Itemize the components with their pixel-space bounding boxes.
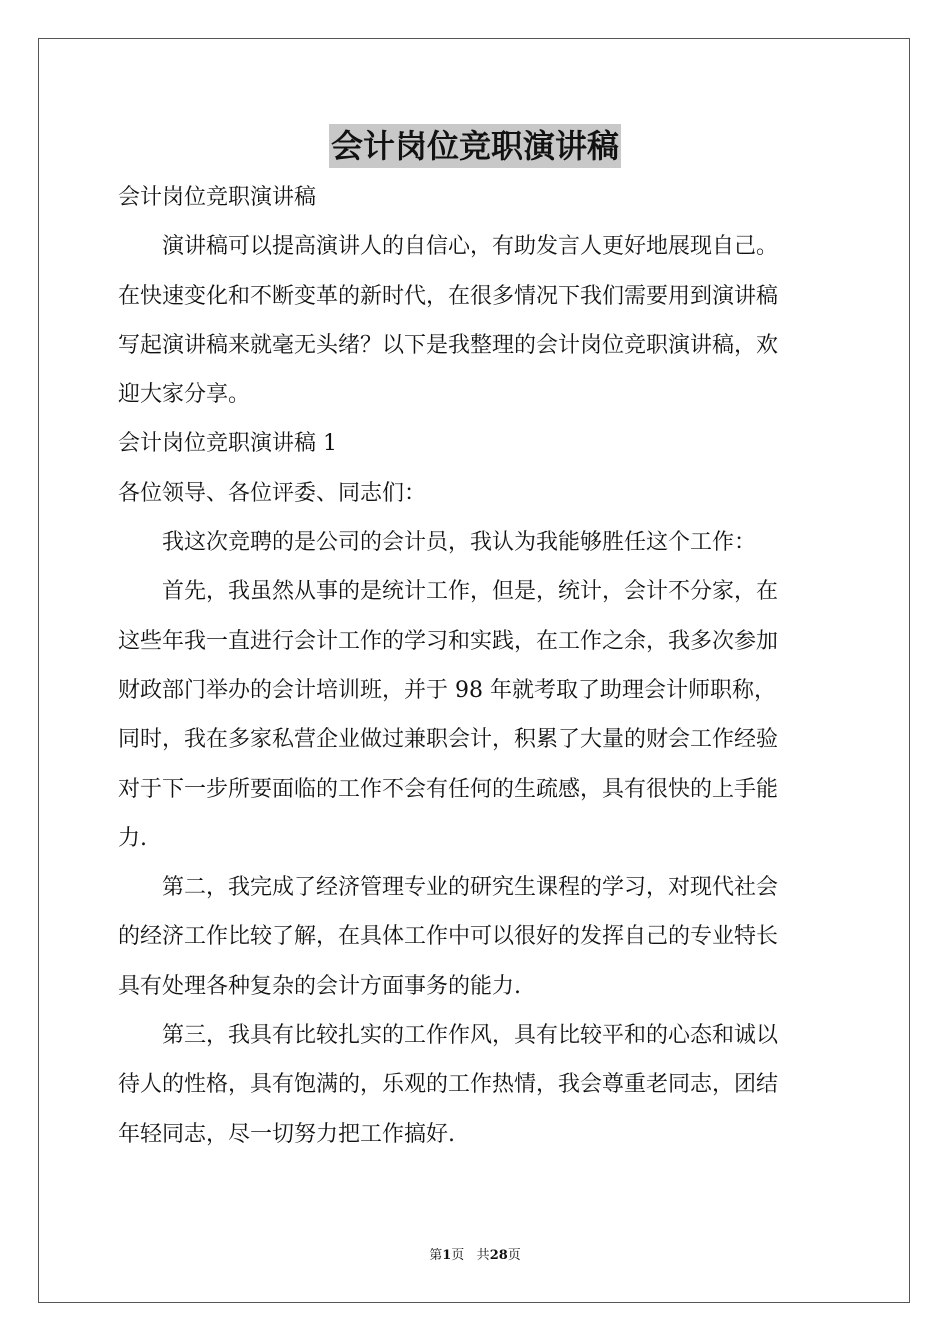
- text-line: 在快速变化和不断变革的新时代，在很多情况下我们需要用到演讲稿: [118, 283, 779, 309]
- title-wrap: [0, 124, 950, 168]
- text-line: 写起演讲稿来就毫无头绪？以下是我整理的会计岗位竞职演讲稿，欢: [118, 332, 779, 358]
- document-body: [118, 173, 838, 1159]
- text-line: 会计岗位竞职演讲稿 1: [118, 431, 337, 457]
- text-line: 首先，我虽然从事的是统计工作，但是，统计，会计不分家，在: [162, 579, 779, 605]
- text-line: 第二，我完成了经济管理专业的研究生课程的学习，对现代社会: [162, 875, 779, 901]
- text-line: 年轻同志，尽一切努力把工作搞好.: [118, 1121, 455, 1147]
- text-line: 演讲稿可以提高演讲人的自信心，有助发言人更好地展现自己。: [162, 234, 779, 260]
- text-line: 这些年我一直进行会计工作的学习和实践，在工作之余，我多次参加: [118, 628, 779, 654]
- text-line: 迎大家分享。: [118, 382, 251, 408]
- text-line: 对于下一步所要面临的工作不会有任何的生疏感，具有很快的上手能: [118, 776, 779, 802]
- footer-total-suffix: 页: [507, 1248, 521, 1263]
- text-line: 力.: [118, 825, 147, 851]
- text-line: 待人的性格，具有饱满的，乐观的工作热情，我会尊重老同志，团结: [118, 1072, 779, 1098]
- text-line: 同时，我在多家私营企业做过兼职会计，积累了大量的财会工作经验: [118, 727, 779, 753]
- text-line: 会计岗位竞职演讲稿: [118, 185, 317, 210]
- text-line: 第三，我具有比较扎实的工作作风，具有比较平和的心态和诚以: [162, 1023, 779, 1049]
- footer-page-suffix: 页: [451, 1248, 465, 1263]
- text-line: 各位领导、各位评委、同志们：: [118, 480, 427, 506]
- text-line: 我这次竞聘的是公司的会计员，我认为我能够胜任这个工作：: [162, 530, 757, 556]
- text-line: 具有处理各种复杂的会计方面事务的能力.: [118, 973, 521, 999]
- page-footer: [0, 1247, 950, 1265]
- footer-page-prefix: 第: [429, 1248, 443, 1263]
- document-title: 会计岗位竞职演讲稿: [329, 124, 621, 168]
- footer-total-pages: 28: [489, 1248, 508, 1263]
- text-line: 财政部门举办的会计培训班，并于 98 年就考取了助理会计师职称，: [118, 677, 776, 703]
- footer-total-prefix: 共: [476, 1248, 490, 1263]
- text-line: 的经济工作比较了解，在具体工作中可以很好的发挥自己的专业特长: [118, 924, 779, 950]
- footer-page-number: 1: [442, 1248, 452, 1263]
